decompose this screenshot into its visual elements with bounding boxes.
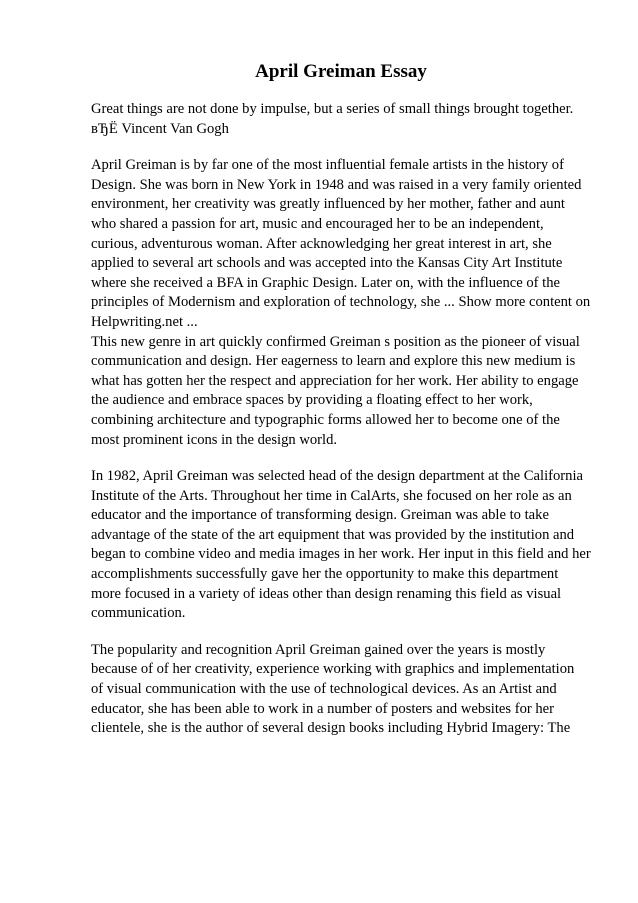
text-line: began to combine video and media images in her work. Her input in this field and her	[91, 546, 591, 563]
popularity-paragraph	[91, 641, 591, 739]
text-line: applied to several art schools and was accepted into the Kansas City Art Institute	[91, 255, 563, 272]
text-line: curious, adventurous woman. After acknowledging her great interest in art, she	[91, 235, 552, 252]
paragraph-spacer	[91, 450, 591, 467]
document-title: April Greiman Essay	[255, 61, 427, 82]
text-line: combining architecture and typographic forms allowed her to become one of the	[91, 411, 560, 428]
paragraph-spacer	[91, 139, 591, 156]
text-line: what has gotten her the respect and appreciation for her work. Her ability to engage	[91, 372, 579, 389]
quote-attribution: вЂЁ Vincent Van Gogh	[91, 120, 229, 137]
text-line: educator and the importance of transforming design. Greiman was able to take	[91, 507, 549, 524]
text-line: of visual communication with the use of technological devices. As an Artist and	[91, 681, 557, 698]
text-line: advantage of the state of the art equipment that was provided by the institution and	[91, 526, 575, 543]
text-line: accomplishments successfully gave her the opportunity to make this department	[91, 566, 559, 583]
intro-paragraph	[91, 156, 591, 450]
text-line: more focused in a variety of ideas other than design renaming this field as visual	[91, 585, 562, 602]
text-line: where she received a BFA in Graphic Design. Later on, with the influence of the	[91, 274, 561, 291]
quote-line: Great things are not done by impulse, but a series of small things brought together.	[91, 101, 574, 117]
text-line: In 1982, April Greiman was selected head of the design department at the California	[91, 468, 583, 485]
text-line: clientele, she is the author of several design books including Hybrid Imagery: The	[91, 720, 571, 737]
text-line: principles of Modernism and exploration of technology, she ... Show more content on	[91, 294, 591, 311]
text-line: the audience and embrace spaces by providing a floating effect to her work,	[91, 392, 533, 409]
text-line: This new genre in art quickly confirmed Greiman s position as the pioneer of visual	[91, 333, 580, 350]
text-line: educator, she has been able to work in a number of posters and websites for her	[91, 700, 555, 717]
text-line: environment, her creativity was greatly influenced by her mother, father and aunt	[91, 196, 565, 213]
text-line: Helpwriting.net ...	[91, 313, 198, 330]
text-line: April Greiman is by far one of the most influential female artists in the history of	[91, 157, 564, 174]
text-line: The popularity and recognition April Greiman gained over the years is mostly	[91, 641, 546, 658]
text-line: because of of her creativity, experience working with graphics and implementation	[91, 661, 575, 678]
quote-block	[91, 100, 591, 139]
text-line: communication and design. Her eagerness to learn and explore this new medium is	[91, 353, 576, 370]
document-page	[91, 60, 591, 739]
text-line: who shared a passion for art, music and encouraged her to be an independent,	[91, 215, 544, 232]
text-line: most prominent icons in the design world.	[91, 431, 338, 448]
text-line: Design. She was born in New York in 1948 and was raised in a very family oriented	[91, 176, 582, 193]
text-line: Institute of the Arts. Throughout her time in CalArts, she focused on her role as an	[91, 487, 572, 504]
paragraph-spacer	[91, 624, 591, 641]
calarts-paragraph	[91, 467, 591, 624]
text-line: communication.	[91, 605, 186, 622]
